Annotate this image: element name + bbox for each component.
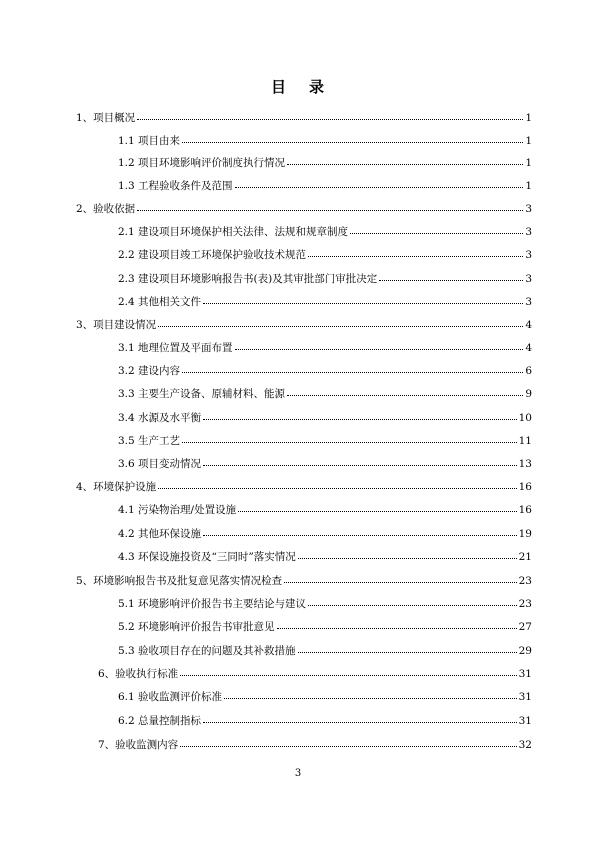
toc-entry-page: 3 [525,296,532,308]
toc-entry-page: 3 [525,249,532,261]
toc-entry[interactable] [118,457,532,471]
toc-entry[interactable] [76,111,532,125]
toc-entry-label: 3.5 生产工艺 [118,435,181,447]
toc-dot-leader [308,596,517,606]
toc-dot-leader [137,110,523,120]
toc-entry-page: 1 [525,135,532,147]
toc-entry-label: 3.2 建设内容 [118,365,181,377]
toc-entry-label: 2.2 建设项目竣工环境保护验收技术规范 [118,249,307,261]
toc-dot-leader [298,643,517,653]
toc-entry-label: 6.2 总量控制指标 [118,715,202,727]
toc-dot-leader [182,433,517,443]
toc-dot-leader [158,317,523,327]
toc-entry[interactable] [118,295,532,309]
toc-entry-label: 5、环境影响报告书及批复意见落实情况检查 [76,575,283,587]
toc-entry-label: 3.4 水源及水平衡 [118,412,202,424]
toc-entry[interactable] [118,690,532,704]
toc-entry[interactable] [98,667,532,681]
toc-dot-leader [203,410,517,420]
toc-dot-leader [203,456,517,466]
toc-entry[interactable] [118,550,532,564]
toc-entry-label: 1.2 项目环境影响评价制度执行情况 [118,157,286,169]
toc-entry-page: 1 [525,157,532,169]
toc-entry-label: 4、环境保护设施 [76,481,157,493]
toc-dot-leader [224,689,517,699]
toc-entry[interactable] [118,597,532,611]
toc-dot-leader [182,363,523,373]
toc-entry[interactable] [118,527,532,541]
toc-dot-leader [298,549,517,559]
toc-entry-page: 27 [518,621,532,633]
toc-entry-label: 5.1 环境影响评价报告书主要结论与建议 [118,598,307,610]
toc-entry[interactable] [98,738,532,752]
toc-entry-label: 3.6 项目变动情况 [118,458,202,470]
toc-entry[interactable] [118,644,532,658]
toc-dot-leader [287,386,523,396]
toc-entry[interactable] [118,272,532,286]
toc-entry-page: 23 [518,598,532,610]
toc-entry-label: 2.4 其他相关文件 [118,296,202,308]
toc-entry[interactable] [118,341,532,355]
toc-entry-page: 3 [525,203,532,215]
toc-dot-leader [137,201,523,211]
toc-entry[interactable] [76,480,532,494]
toc-dot-leader [182,133,523,143]
toc-entry-page: 1 [525,180,532,192]
toc-entry-label: 3、项目建设情况 [76,319,157,331]
toc-entry-label: 7、验收监测内容 [98,739,179,751]
toc-entry-page: 10 [518,412,532,424]
toc-entry-label: 5.2 环境影响评价报告书审批意见 [118,621,275,633]
page-number: 3 [294,768,302,779]
toc-dot-leader [350,224,523,234]
toc-dot-leader [287,155,523,165]
toc-dot-leader [284,573,516,583]
toc-dot-leader [238,502,517,512]
toc-entry-page: 31 [518,691,532,703]
toc-entry-page: 31 [518,668,532,680]
toc-dot-leader [235,340,524,350]
toc-entry-label: 5.3 验收项目存在的问题及其补救措施 [118,645,296,657]
toc-entry-page: 32 [518,739,532,751]
toc-entry-page: 3 [525,273,532,285]
toc-dot-leader [203,294,523,304]
toc-entry-label: 4.1 污染物治理/处置设施 [118,504,237,516]
toc-entry-page: 16 [518,504,532,516]
toc-entry-page: 3 [525,226,532,238]
toc-entry[interactable] [76,318,532,332]
toc-entry[interactable] [118,134,532,148]
toc-entry-label: 2、验收依据 [76,203,136,215]
toc-dot-leader [308,247,523,257]
toc-entry-label: 3.3 主要生产设备、原辅材料、能源 [118,388,286,400]
toc-entry[interactable] [118,411,532,425]
toc-entry-page: 13 [518,458,532,470]
toc-dot-leader [235,178,524,188]
toc-entry-page: 9 [525,388,532,400]
toc-entry-page: 31 [518,715,532,727]
toc-dot-leader [379,271,523,281]
toc-entry-page: 4 [525,342,532,354]
toc-entry[interactable] [118,387,532,401]
toc-entry-page: 4 [525,319,532,331]
toc-title-left: 目 [270,78,287,96]
toc-dot-leader [277,619,517,629]
toc-entry[interactable] [118,364,532,378]
toc-entry[interactable] [118,503,532,517]
toc-entry-label: 2.3 建设项目环境影响报告书(表)及其审批部门审批决定 [118,273,378,285]
toc-entry[interactable] [118,434,532,448]
toc-entry-page: 21 [518,551,532,563]
toc-dot-leader [180,737,516,747]
toc-entry-label: 1.3 工程验收条件及范围 [118,180,233,192]
toc-entry-page: 29 [518,645,532,657]
toc-entry[interactable] [118,225,532,239]
toc-entry-label: 6、验收执行标准 [98,668,179,680]
toc-entry[interactable] [76,574,532,588]
toc-entry[interactable] [118,156,532,170]
toc-entry[interactable] [118,179,532,193]
toc-entry-label: 6.1 验收监测评价标准 [118,691,223,703]
toc-entry-page: 19 [518,528,532,540]
toc-entry-page: 11 [518,435,532,447]
toc-entry-label: 3.1 地理位置及平面布置 [118,342,233,354]
toc-dot-leader [158,479,516,489]
toc-title [0,76,596,97]
toc-entry-label: 2.1 建设项目环境保护相关法律、法规和规章制度 [118,226,349,238]
toc-entry-label: 1.1 项目由来 [118,135,181,147]
toc-title-right: 录 [309,78,326,96]
toc-entry[interactable] [118,248,532,262]
toc-entry-label: 1、项目概况 [76,112,136,124]
toc-dot-leader [203,713,517,723]
toc-entry-page: 23 [518,575,532,587]
toc-entry-label: 4.2 其他环保设施 [118,528,202,540]
toc-entry[interactable] [118,620,532,634]
toc-entry-label: 4.3 环保设施投资及“三同时”落实情况 [118,551,296,563]
toc-entry-page: 1 [525,112,532,124]
toc-entry[interactable] [118,714,532,728]
toc-entry-page: 6 [525,365,532,377]
toc-dot-leader [180,666,516,676]
toc-entry[interactable] [76,202,532,216]
toc-dot-leader [203,526,517,536]
toc-entry-page: 16 [518,481,532,493]
